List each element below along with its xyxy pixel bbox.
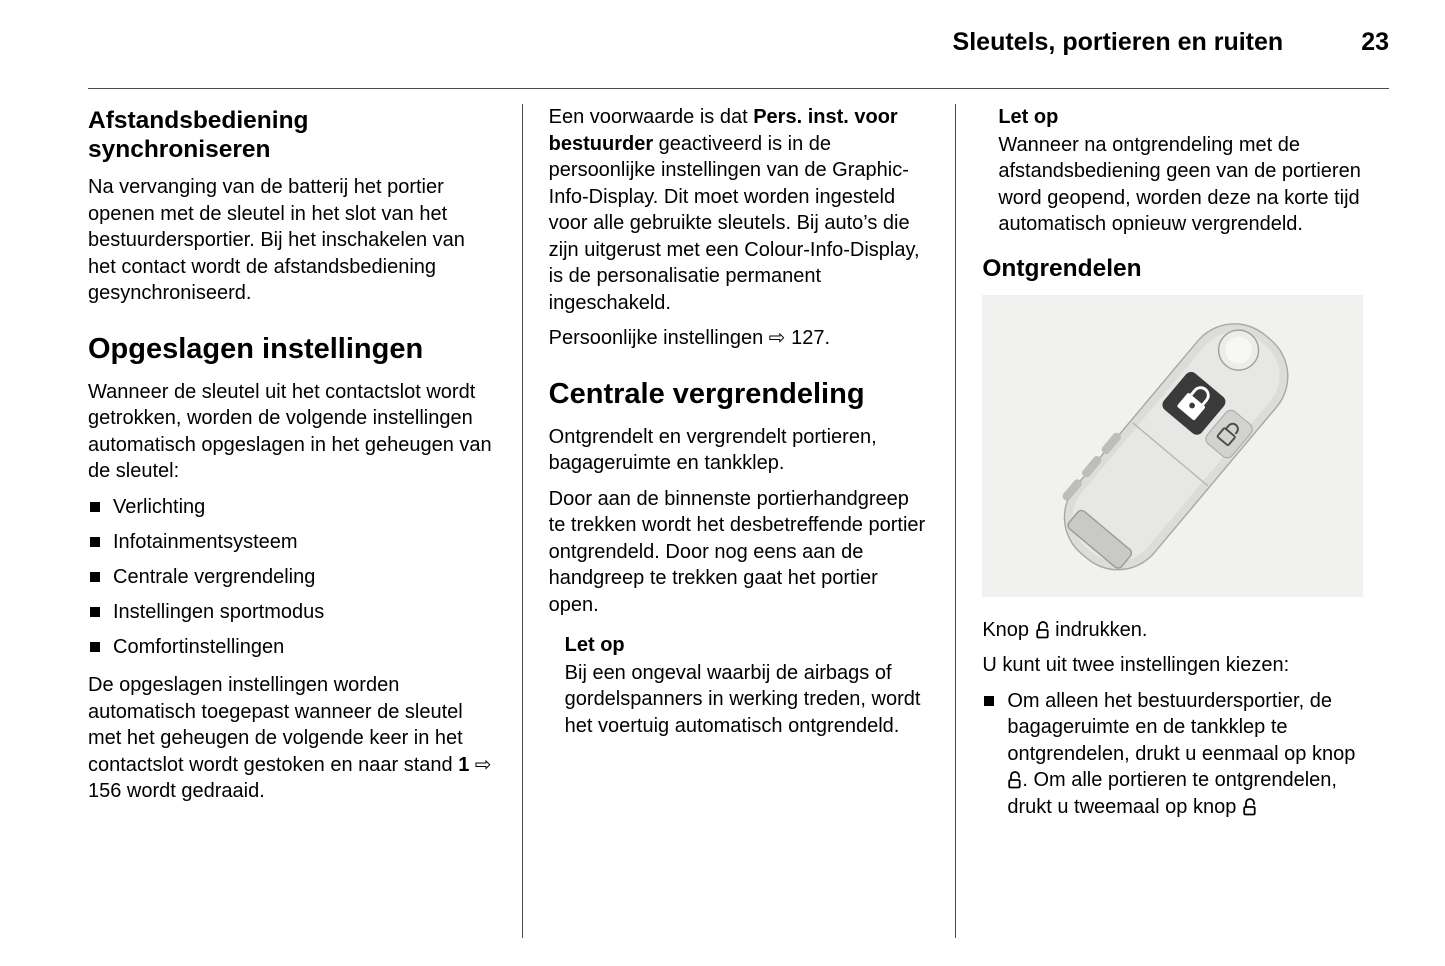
text-segment: De opgeslagen instellingen worden automatisch toegepast wanneer de sleutel met het geheugen de volgende keer in het contactslot wordt gestoken en naar stand <box>88 674 463 776</box>
paragraph: Door aan de binnenste portierhandgreep te trekken wordt het desbetreffende portier ontgrendeld. Door nog eens aan de handgreep te trekken gaat het portier open. <box>548 487 926 616</box>
page-header <box>88 28 1389 57</box>
figure-caption <box>982 617 1363 644</box>
paragraph <box>549 104 930 316</box>
column-2 <box>522 104 956 938</box>
list-item-label: Verlichting <box>113 495 206 518</box>
unlock-options-list <box>982 688 1363 821</box>
square-bullet-icon <box>90 502 100 512</box>
list-item <box>982 688 1363 821</box>
list-item-label: Infotainmentsysteem <box>113 530 298 553</box>
paragraph: Na vervanging van de batterij het portier openen met de sleutel in het slot van het bestuurdersportier. Bij het inschakelen van het contact wordt de afstandsbediening gesynchroniseerd. <box>88 176 465 304</box>
list-item-label: Comfortinstellingen <box>113 635 285 658</box>
heading-opgeslagen-instellingen: Opgeslagen instellingen <box>88 332 424 365</box>
list-item-label: Instellingen sportmodus <box>113 600 325 623</box>
list-item <box>88 529 496 556</box>
list-item <box>88 599 496 626</box>
open-lock-icon <box>1007 770 1022 789</box>
note-body: Bij een ongeval waarbij de airbags of gordelspanners in werking treden, wordt het voertuig automatisch ontgrendeld. <box>564 661 921 737</box>
key-position-number: 1 <box>458 753 470 776</box>
square-bullet-icon <box>90 572 100 582</box>
page-number: 23 <box>1361 28 1389 56</box>
square-bullet-icon <box>984 696 994 706</box>
text-segment: . Om alle portieren te ontgrendelen, drukt u tweemaal op knop <box>1007 769 1337 818</box>
text-segment: ⇨ 156 wordt gedraaid. <box>88 753 492 802</box>
note-title: Let op <box>564 634 625 656</box>
column-3 <box>955 104 1389 938</box>
note-block <box>982 104 1363 238</box>
list-item <box>88 634 496 661</box>
square-bullet-icon <box>90 537 100 547</box>
column-1 <box>88 104 522 938</box>
stored-settings-list <box>88 494 496 661</box>
remote-key-illustration <box>982 295 1363 597</box>
note-body: Wanneer na ontgrendeling met de afstandsbediening geen van de portieren word geopend, worden deze na korte tijd automatisch opnieuw vergrendeld. <box>998 133 1361 235</box>
open-lock-icon <box>1035 620 1050 639</box>
list-item <box>88 494 496 521</box>
paragraph <box>88 672 496 805</box>
paragraph: Wanneer de sleutel uit het contactslot wordt getrokken, worden de volgende instellingen automatisch opgeslagen in het geheugen van de sleutel: <box>88 380 492 482</box>
text-segment: indrukken. <box>1049 618 1148 641</box>
text-segment: Om alleen het bestuurdersportier, de bagageruimte en de tankklep te ontgrendelen, drukt u eenmaal op knop <box>1007 689 1356 765</box>
text-segment: Knop <box>982 618 1035 641</box>
cross-reference: Persoonlijke instellingen ⇨ 127. <box>548 327 831 349</box>
note-title: Let op <box>998 106 1059 128</box>
paragraph: Ontgrendelt en vergrendelt portieren, bagageruimte en tankklep. <box>548 425 877 474</box>
note-block <box>549 632 930 739</box>
paragraph: U kunt uit twee instellingen kiezen: <box>982 654 1290 676</box>
heading-centrale-vergrendeling: Centrale vergrendeling <box>548 377 865 410</box>
open-lock-icon <box>1242 797 1257 816</box>
list-item-text <box>1007 688 1363 821</box>
square-bullet-icon <box>90 607 100 617</box>
chapter-title: Sleutels, portieren en ruiten <box>952 28 1284 56</box>
figure-remote-key <box>982 295 1363 597</box>
list-item-label: Centrale vergrendeling <box>113 565 316 588</box>
text-segment: geactiveerd is in de persoonlijke instellingen van de Graphic-Info-Display. Dit moet worden ingesteld voor alle gebruikte sleutels. Bij auto’s die zijn uitgerust met een Colour-Info-Display, is de personalisatie permanent ingeschakeld. <box>548 132 920 314</box>
header-rule <box>88 88 1389 89</box>
heading-ontgrendelen: Ontgrendelen <box>982 254 1142 282</box>
square-bullet-icon <box>90 642 100 652</box>
three-column-layout <box>88 104 1389 938</box>
text-segment: Een voorwaarde is dat <box>548 106 754 128</box>
heading-afstandsbediening-synchroniseren: Afstandsbediening synchroniseren <box>88 107 309 163</box>
list-item <box>88 564 496 591</box>
menu-item-reference: Pers. inst. voor bestuurder <box>548 106 898 155</box>
